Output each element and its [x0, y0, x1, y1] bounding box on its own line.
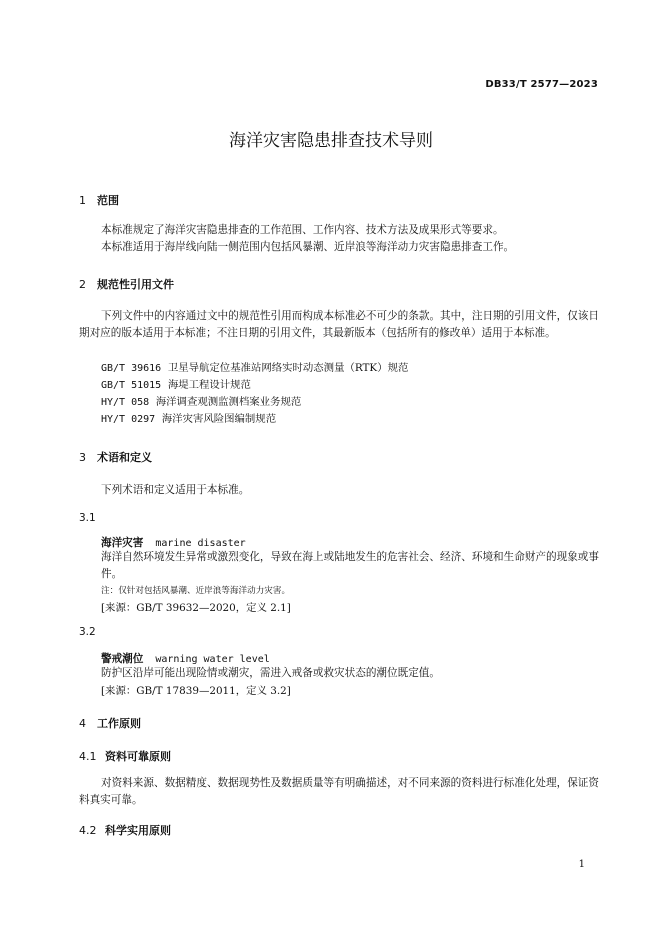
paragraph: 本标准适用于海岸线向陆一侧范围内包括风暴潮、近岸浪等海洋动力灾害隐患排查工作。	[101, 241, 515, 253]
subsection-number: 4.1	[79, 750, 97, 763]
reference-name: 海洋灾害风险图编制规范	[161, 413, 277, 425]
reference-code: HY/T 0297	[101, 414, 156, 425]
section-title: 范围	[97, 194, 119, 207]
term-number: 3.2	[79, 626, 96, 638]
term-definition: 海洋自然环境发生异常或激烈变化，导致在海上或陆地发生的危害社会、经济、环境和生命财产的现象或事件。	[101, 551, 599, 580]
term-en: warning water level	[155, 654, 270, 665]
term-number: 3.1	[79, 512, 96, 524]
term-source: [来源：GB/T 39632—2020，定义 2.1]	[101, 602, 291, 614]
term-zh: 警戒潮位	[101, 653, 144, 665]
paragraph: 对资料来源、数据精度、数据现势性及数据质量等有明确描述，对不同来源的资料进行标准化处理，保证资料真实可靠。	[79, 777, 599, 806]
section-number: 1	[79, 194, 86, 207]
reference-code: GB/T 51015	[101, 380, 162, 391]
term-en: marine disaster	[155, 538, 246, 549]
section-number: 2	[79, 278, 86, 291]
section-3-heading	[79, 449, 152, 465]
term-note: 注：仅针对包括风暴潮、近岸浪等海洋动力灾害。	[101, 586, 291, 596]
term-definition: 防护区沿岸可能出现险情或潮灾，需进入戒备或救灾状态的潮位既定值。	[101, 667, 440, 679]
reference-code: GB/T 39616	[101, 363, 162, 374]
paragraph: 下列文件中的内容通过文中的规范性引用而构成本标准必不可少的条款。其中，注日期的引用文件，仅该日期对应的版本适用于本标准；不注日期的引用文件，其最新版本（包括所有的修改单）适用于本标准。	[79, 310, 599, 339]
subsection-title: 科学实用原则	[105, 824, 171, 837]
term-source: [来源：GB/T 17839—2011，定义 3.2]	[101, 685, 291, 697]
reference-name: 海堤工程设计规范	[167, 379, 251, 391]
reference-code: HY/T 058	[101, 397, 150, 408]
reference-name: 海洋调查观测监测档案业务规范	[155, 396, 302, 408]
term-entry	[101, 651, 270, 666]
term-entry	[101, 535, 246, 550]
reference-name: 卫星导航定位基准站网络实时动态测量（RTK）规范	[167, 362, 409, 374]
subsection-4-2-heading	[79, 822, 171, 838]
section-1-heading	[79, 192, 119, 208]
subsection-4-1-heading	[79, 748, 171, 764]
reference-item	[101, 377, 251, 394]
term-zh: 海洋灾害	[101, 537, 144, 549]
section-4-heading	[79, 715, 141, 731]
paragraph: 下列术语和定义适用于本标准。	[101, 484, 250, 496]
standard-code: DB33/T 2577—2023	[485, 79, 598, 90]
section-title: 工作原则	[97, 717, 141, 730]
section-number: 3	[79, 451, 86, 464]
document-title: 海洋灾害隐患排查技术导则	[229, 131, 433, 151]
reference-item	[101, 394, 301, 411]
section-title: 规范性引用文件	[97, 278, 174, 291]
section-number: 4	[79, 717, 86, 730]
section-2-heading	[79, 276, 174, 292]
section-title: 术语和定义	[97, 451, 152, 464]
page-number: 1	[578, 859, 585, 870]
subsection-number: 4.2	[79, 824, 97, 837]
paragraph: 本标准规定了海洋灾害隐患排查的工作范围、工作内容、技术方法及成果形式等要求。	[101, 224, 504, 236]
subsection-title: 资料可靠原则	[105, 750, 171, 763]
reference-item	[101, 411, 276, 428]
reference-item	[101, 360, 408, 377]
